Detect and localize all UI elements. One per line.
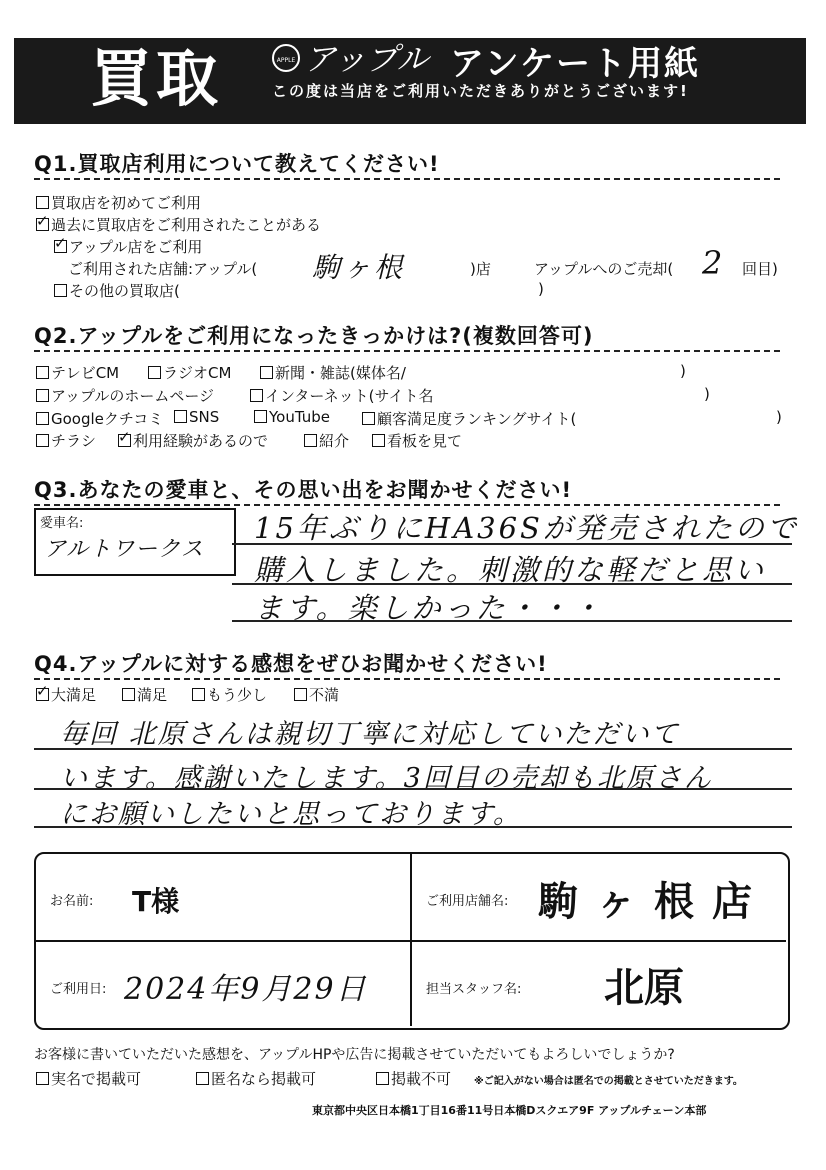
car-name-handwritten: アルトワークス bbox=[44, 537, 204, 562]
q4-handwritten-line1: 毎回 北原さんは親切丁寧に対応していただいて bbox=[60, 719, 680, 750]
q3-rule-2 bbox=[232, 583, 792, 585]
q2-ranking-close: ) bbox=[776, 408, 782, 426]
q4-option-satisfied[interactable]: 満足 bbox=[122, 684, 167, 705]
q2-option-tv[interactable]: テレビCM bbox=[36, 362, 119, 383]
q1-option-other[interactable]: その他の買取店( bbox=[54, 280, 180, 301]
q3-handwritten-line3: ます。楽しかった・・・ bbox=[254, 591, 604, 625]
staff-label: 担当スタッフ名: bbox=[426, 982, 522, 997]
checkbox[interactable] bbox=[376, 1072, 389, 1085]
q1-sale-count-handwritten: 2 bbox=[702, 244, 726, 282]
info-horizontal-divider bbox=[34, 940, 786, 942]
q2-internet-close: ) bbox=[704, 385, 710, 403]
q2-title: Q2.アップルをご利用になったきっかけは?(複数回答可) bbox=[34, 324, 594, 348]
q1-sale-label: アップルへのご売却( bbox=[534, 260, 674, 278]
q2-news-close: ) bbox=[680, 362, 686, 380]
q4-rule-3 bbox=[34, 826, 792, 828]
checkbox[interactable] bbox=[36, 389, 49, 402]
q2-option-signboard[interactable]: 看板を見て bbox=[372, 430, 462, 451]
q4-option-unsatisfied[interactable]: 不満 bbox=[294, 684, 339, 705]
q4-rule-2 bbox=[34, 788, 792, 790]
checkbox[interactable] bbox=[304, 434, 317, 447]
q2-option-sns[interactable]: SNS bbox=[174, 408, 219, 426]
checkbox[interactable] bbox=[250, 389, 263, 402]
footer-option-anonymous[interactable]: 匿名なら掲載可 bbox=[196, 1068, 316, 1089]
checkbox[interactable] bbox=[174, 410, 187, 423]
name-label: お名前: bbox=[50, 894, 94, 909]
staff-value: 北原 bbox=[604, 964, 684, 1011]
checkbox[interactable] bbox=[54, 284, 67, 297]
q2-option-referral[interactable]: 紹介 bbox=[304, 430, 349, 451]
q2-option-news[interactable]: 新聞・雑誌(媒体名/ bbox=[260, 362, 406, 383]
checkbox[interactable] bbox=[36, 196, 49, 209]
store-name-label: ご利用店舗名: bbox=[426, 894, 509, 909]
kaitori-title: 買取 bbox=[90, 42, 223, 115]
store-name-value: 駒ヶ根店 bbox=[538, 878, 770, 925]
q2-option-flyer[interactable]: チラシ bbox=[36, 430, 96, 451]
q2-divider bbox=[34, 350, 780, 352]
checkbox[interactable] bbox=[254, 410, 267, 423]
q3-handwritten-line2: 購入しました。刺激的な軽だと思い bbox=[254, 553, 767, 587]
q4-rule-1 bbox=[34, 748, 792, 750]
logo-text: アップル bbox=[304, 40, 429, 78]
q1-option-past[interactable]: ✓過去に買取店をご利用されたことがある bbox=[36, 214, 321, 235]
footer-option-real-name[interactable]: 実名で掲載可 bbox=[36, 1068, 141, 1089]
hq-address: 東京都中央区日本橋1丁目16番11号日本橋Dスクエア9F アップルチェーン本部 bbox=[312, 1104, 707, 1117]
date-handwritten: 2024年9月29日 bbox=[124, 972, 368, 1007]
checkbox-checked[interactable] bbox=[54, 240, 67, 253]
q4-divider bbox=[34, 678, 780, 680]
q4-handwritten-line3: にお願いしたいと思っております。 bbox=[60, 799, 522, 830]
checkbox[interactable] bbox=[362, 412, 375, 425]
q3-rule-3 bbox=[232, 620, 792, 622]
checkbox[interactable] bbox=[36, 1072, 49, 1085]
q4-title: Q4.アップルに対する感想をぜひお聞かせください! bbox=[34, 652, 548, 676]
checkbox-checked[interactable] bbox=[36, 218, 49, 231]
checkbox[interactable] bbox=[372, 434, 385, 447]
footer-note: ※ご記入がない場合は匿名での掲載とさせていただきます。 bbox=[474, 1076, 743, 1087]
q2-option-experience[interactable]: ✓ 利用経験があるので bbox=[118, 430, 268, 451]
form-title: アンケート用紙 bbox=[450, 44, 700, 84]
q1-store-handwritten: 駒ヶ根 bbox=[312, 251, 406, 284]
checkbox[interactable] bbox=[196, 1072, 209, 1085]
q2-option-homepage[interactable]: アップルのホームページ bbox=[36, 385, 214, 406]
q2-option-ranking[interactable]: 顧客満足度ランキングサイト( bbox=[362, 408, 576, 429]
q1-option-first[interactable]: 買取店を初めてご利用 bbox=[36, 192, 201, 213]
info-vertical-divider bbox=[410, 852, 412, 1026]
q3-rule-1 bbox=[232, 543, 792, 545]
q4-option-very-satisfied[interactable]: ✓大満足 bbox=[36, 684, 96, 705]
q4-handwritten-line2: います。感謝いたします。3回目の売却も北原さん bbox=[60, 763, 713, 794]
checkbox[interactable] bbox=[260, 366, 273, 379]
checkbox[interactable] bbox=[36, 366, 49, 379]
checkbox-checked[interactable] bbox=[36, 688, 49, 701]
checkbox[interactable] bbox=[36, 412, 49, 425]
checkbox[interactable] bbox=[36, 434, 49, 447]
q2-option-google[interactable]: Googleクチコミ bbox=[36, 408, 163, 429]
q1-divider bbox=[34, 178, 780, 180]
q1-store-label: ご利用された店舗:アップル( bbox=[68, 260, 258, 278]
car-name-label: 愛車名: bbox=[40, 516, 84, 531]
q1-sale-suffix: 回目) bbox=[742, 260, 778, 278]
footer-option-no-post[interactable]: 掲載不可 bbox=[376, 1068, 451, 1089]
permission-question: お客様に書いていただいた感想を、アップルHPや広告に掲載させていただいてもよろしいでしょうか? bbox=[34, 1047, 675, 1063]
q1-store-suffix: )店 bbox=[470, 260, 491, 278]
q1-option-apple[interactable]: ✓アップル店をご利用 bbox=[54, 236, 202, 257]
apple-logo-icon: APPLE bbox=[272, 44, 300, 72]
q3-handwritten-line1: 15年ぶりにHA36Sが発売されたので bbox=[254, 511, 799, 545]
q2-option-internet[interactable]: インターネット(サイト名 bbox=[250, 385, 433, 406]
q2-option-youtube[interactable]: YouTube bbox=[254, 408, 330, 426]
checkbox[interactable] bbox=[122, 688, 135, 701]
q2-option-radio[interactable]: ラジオCM bbox=[148, 362, 231, 383]
checkbox[interactable] bbox=[148, 366, 161, 379]
q1-other-close: ) bbox=[538, 280, 544, 298]
checkbox[interactable] bbox=[192, 688, 205, 701]
checkbox-checked[interactable] bbox=[118, 434, 131, 447]
date-label: ご利用日: bbox=[50, 982, 107, 997]
q1-title: Q1.買取店利用について教えてください! bbox=[34, 152, 440, 176]
name-value: T様 bbox=[132, 885, 180, 918]
q4-option-more[interactable]: もう少し bbox=[192, 684, 267, 705]
checkbox[interactable] bbox=[294, 688, 307, 701]
q3-title: Q3.あなたの愛車と、その思い出をお聞かせください! bbox=[34, 478, 573, 502]
header-subtitle: この度は当店をご利用いただきありがとうございます! bbox=[272, 82, 689, 100]
